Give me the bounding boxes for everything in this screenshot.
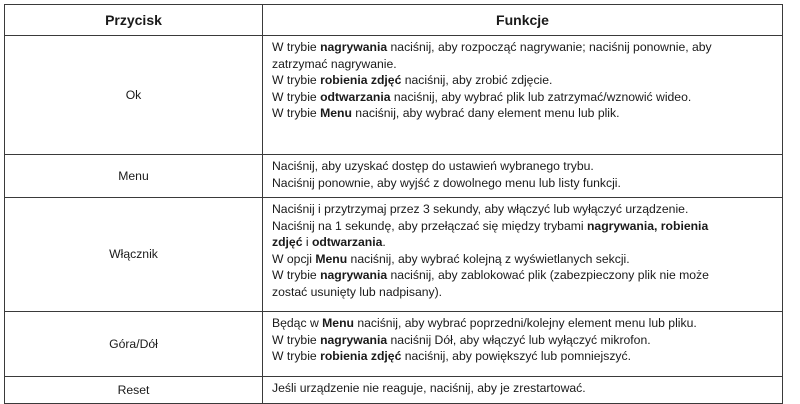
text-segment: naciśnij, aby rozpocząć nagrywanie; naciśnij ponownie, aby xyxy=(387,40,712,54)
text-segment: naciśnij, aby wybrać poprzedni/kolejny element menu lub pliku. xyxy=(353,316,697,330)
description-line xyxy=(272,251,774,268)
header-function-column: Funkcje xyxy=(263,5,783,36)
button-name-cell: Reset xyxy=(5,377,263,404)
description-line xyxy=(272,380,774,397)
text-segment: W trybie xyxy=(272,73,321,88)
text-segment: zostać usunięty lub nadpisany). xyxy=(272,284,443,299)
description-line xyxy=(272,218,774,235)
button-name-cell: Menu xyxy=(5,155,263,198)
text-segment: Naciśnij, aby uzyskać dostęp do ustawień wybranego trybu. xyxy=(272,159,594,173)
table-row xyxy=(5,312,783,377)
text-segment: naciśnij, aby wybrać plik lub zatrzymać/wznowić wideo. xyxy=(390,89,692,104)
text-segment: . xyxy=(382,235,386,250)
bold-term: nagrywania, robienia xyxy=(586,218,709,233)
text-segment: W trybie xyxy=(272,89,321,104)
button-functions-table xyxy=(4,4,783,404)
text-segment: naciśnij, aby zablokować plik (zabezpieczony plik nie może xyxy=(387,268,709,283)
bold-term: odtwarzania xyxy=(311,235,383,250)
bold-term: nagrywania xyxy=(320,268,388,283)
button-functions-table-wrapper xyxy=(4,4,783,404)
function-description-cell xyxy=(263,312,783,377)
table-row xyxy=(5,198,783,312)
description-line xyxy=(272,267,774,284)
description-line xyxy=(272,332,774,349)
bold-term: zdjęć xyxy=(272,235,303,250)
description-line xyxy=(272,234,774,251)
description-line xyxy=(272,105,774,122)
text-segment: W trybie xyxy=(272,349,321,364)
text-segment: W trybie xyxy=(272,40,321,54)
text-segment: naciśnij, aby powiększyć lub pomniejszyć. xyxy=(401,349,631,364)
bold-term: robienia zdjęć xyxy=(320,349,402,364)
text-segment: naciśnij, aby wybrać dany element menu lub plik. xyxy=(351,106,620,121)
text-segment: zatrzymać nagrywanie. xyxy=(272,56,397,71)
text-segment: W opcji xyxy=(272,251,316,266)
text-segment: W trybie xyxy=(272,268,321,283)
description-line xyxy=(272,158,774,175)
description-line xyxy=(272,89,774,106)
table-row xyxy=(5,36,783,155)
text-segment: Naciśnij ponownie, aby wyjść z dowolnego menu lub listy funkcji. xyxy=(272,175,621,190)
button-name-cell: Ok xyxy=(5,36,263,155)
header-button-column: Przycisk xyxy=(5,5,263,36)
text-segment: naciśnij, aby wybrać kolejną z wyświetlanych sekcji. xyxy=(347,251,630,266)
bold-term: Menu xyxy=(320,106,352,121)
description-line xyxy=(272,56,774,73)
text-segment: Będąc w xyxy=(272,316,323,330)
description-line xyxy=(272,72,774,89)
text-segment: naciśnij, aby zrobić zdjęcie. xyxy=(401,73,553,88)
bold-term: robienia zdjęć xyxy=(320,73,402,88)
text-segment: W trybie xyxy=(272,106,321,121)
text-segment: W trybie xyxy=(272,332,321,347)
text-segment: i xyxy=(302,235,312,250)
text-segment: Jeśli urządzenie nie reaguje, naciśnij, aby je zrestartować. xyxy=(272,381,586,395)
bold-term: nagrywania xyxy=(320,332,388,347)
bold-term: odtwarzania xyxy=(320,89,391,104)
description-line xyxy=(272,39,774,56)
description-line xyxy=(272,175,774,192)
description-line xyxy=(272,201,774,218)
function-description-cell xyxy=(263,198,783,312)
function-description-cell xyxy=(263,155,783,198)
button-name-cell: Włącznik xyxy=(5,198,263,312)
description-line xyxy=(272,315,774,332)
button-name-cell: Góra/Dół xyxy=(5,312,263,377)
text-segment: Naciśnij na 1 sekundę, aby przełączać się między trybami xyxy=(272,218,587,233)
table-row xyxy=(5,377,783,404)
function-description-cell xyxy=(263,377,783,404)
table-body xyxy=(5,36,783,404)
text-segment: Naciśnij i przytrzymaj przez 3 sekundy, aby włączyć lub wyłączyć urządzenie. xyxy=(272,202,689,216)
table-header-row xyxy=(5,5,783,36)
bold-term: nagrywania xyxy=(320,40,388,54)
table-row xyxy=(5,155,783,198)
description-line xyxy=(272,284,774,301)
bold-term: Menu xyxy=(322,316,354,330)
bold-term: Menu xyxy=(315,251,348,266)
description-line xyxy=(272,348,774,365)
function-description-cell xyxy=(263,36,783,155)
text-segment: naciśnij Dół, aby włączyć lub wyłączyć mikrofon. xyxy=(387,332,651,347)
